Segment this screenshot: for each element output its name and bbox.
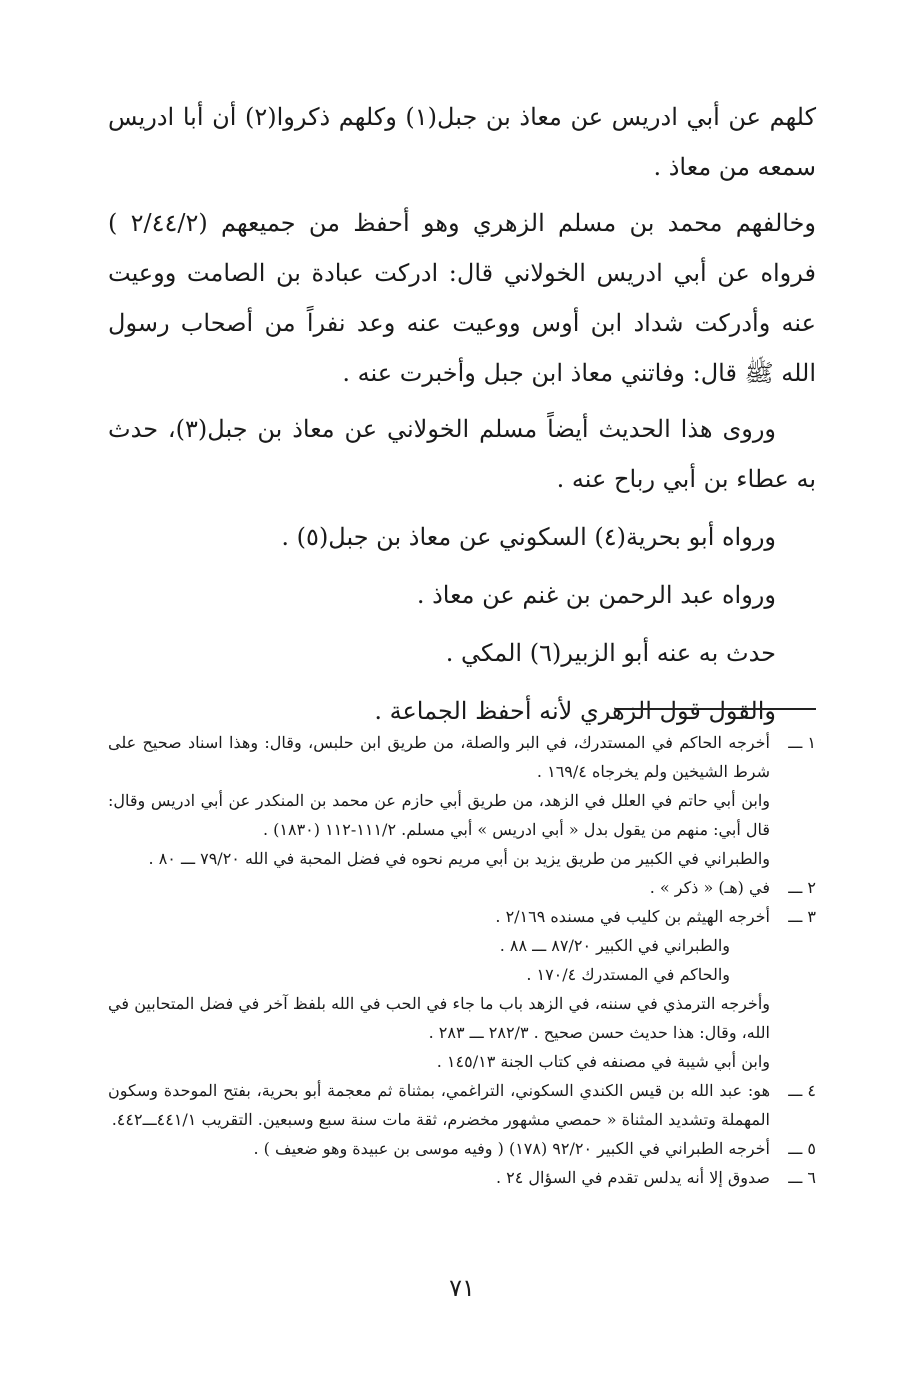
footnote-number: ٣ ـــ bbox=[788, 907, 816, 926]
main-text bbox=[108, 92, 816, 736]
footnote-line: والحاكم في المستدرك ١٧٠/٤ . bbox=[526, 965, 730, 984]
footnote-line: وأخرجه الترمذي في سننه، في الزهد باب ما جاء في الحب في الله بلفظ آخر في فضل المتحابين في الله، وقال: هذا حديث حسن صحيح . ٢٨٢/٣ ـــ ٢٨٣ . bbox=[108, 994, 770, 1042]
footnote-number: ٥ ـــ bbox=[788, 1139, 816, 1158]
footnote-line: أخرجه الهيثم بن كليب في مسنده ٢/١٦٩ . bbox=[495, 907, 770, 926]
footnote-line: والطبراني في الكبير من طريق يزيد بن أبي مريم نحوه في فضل المحبة في الله ٧٩/٢٠ ـــ ٨٠ . bbox=[148, 849, 770, 868]
footnotes bbox=[108, 728, 816, 1192]
footnote-divider bbox=[616, 708, 816, 710]
footnote-4 bbox=[108, 1076, 816, 1134]
paragraph-3: وروى هذا الحديث أيضاً مسلم الخولاني عن معاذ بن جبل(٣)، حدث به عطاء بن أبي رباح عنه . bbox=[108, 415, 816, 493]
footnote-line: هو: عبد الله بن قيس الكندي السكوني، التراغمي، بمثناة ثم معجمة أبو بحرية، بفتح الموحدة وسكون المهملة وتشديد المثناة « حمصي مشهور مخضرم، ثقة مات سنة سبع وسبعين. التقريب ٤٤١/١ـــ٤٤٢. bbox=[108, 1081, 771, 1129]
footnote-line: أخرجه الطبراني في الكبير ٩٢/٢٠ (١٧٨) ( وفيه موسى بن عبيدة وهو ضعيف ) . bbox=[253, 1139, 770, 1158]
footnote-number: ٢ ـــ bbox=[788, 878, 816, 897]
footnote-line: والطبراني في الكبير ٨٧/٢٠ ـــ ٨٨ . bbox=[499, 936, 730, 955]
footnote-line: صدوق إلا أنه يدلس تقدم في السؤال ٢٤ . bbox=[495, 1168, 770, 1187]
page-number: ٧١ bbox=[449, 1274, 475, 1302]
footnote-number: ١ ـــ bbox=[788, 733, 816, 752]
paragraph-2: وخالفهم محمد بن مسلم الزهري وهو أحفظ من جميعهم (٢/٤٤/٢ ) فرواه عن أبي ادريس الخولاني قال: ادركت عبادة بن الصامت ووعيت عنه وأدركت شداد ابن أوس ووعيت عنه وعد نفراً من أصحاب رسول الله ﷺ قال: وفاتني معاذ ابن جبل وأخبرت عنه . bbox=[108, 209, 816, 387]
footnote-6 bbox=[108, 1163, 816, 1192]
footnote-number: ٤ ـــ bbox=[788, 1081, 816, 1100]
paragraph-6: حدث به عنه أبو الزبير(٦) المكي . bbox=[445, 639, 776, 667]
paragraph-1: كلهم عن أبي ادريس عن معاذ بن جبل(١) وكلهم ذكروا(٢) أن أبا ادريس سمعه من معاذ . bbox=[108, 103, 816, 181]
footnote-line: في (هـ) « ذكر » . bbox=[649, 878, 770, 897]
footnote-number: ٦ ـــ bbox=[788, 1168, 816, 1187]
footnote-5 bbox=[108, 1134, 816, 1163]
footnote-line: أخرجه الحاكم في المستدرك، في البر والصلة، من طريق ابن حلبس، وقال: وهذا اسناد صحيح على شرط الشيخين ولم يخرجاه ١٦٩/٤ . bbox=[108, 733, 770, 781]
footnote-line: وابن أبي شيبة في مصنفه في كتاب الجنة ١٤٥/١٣ . bbox=[436, 1052, 770, 1071]
paragraph-5: ورواه عبد الرحمن بن غنم عن معاذ . bbox=[416, 581, 776, 609]
footnote-line: وابن أبي حاتم في العلل في الزهد، من طريق أبي حازم عن محمد بن المنكدر عن أبي ادريس وقال: قال أبي: منهم من يقول بدل « أبي ادريس » أبي مسلم. ١١١/٢-١١٢ (١٨٣٠) . bbox=[108, 791, 770, 839]
paragraph-4: ورواه أبو بحرية(٤) السكوني عن معاذ بن جبل(٥) . bbox=[281, 523, 776, 551]
footnote-3 bbox=[108, 902, 816, 1076]
footnote-1 bbox=[108, 728, 816, 873]
paragraph-7: والقول قول الزهري لأنه أحفظ الجماعة . bbox=[374, 697, 776, 725]
footnote-2 bbox=[108, 873, 816, 902]
